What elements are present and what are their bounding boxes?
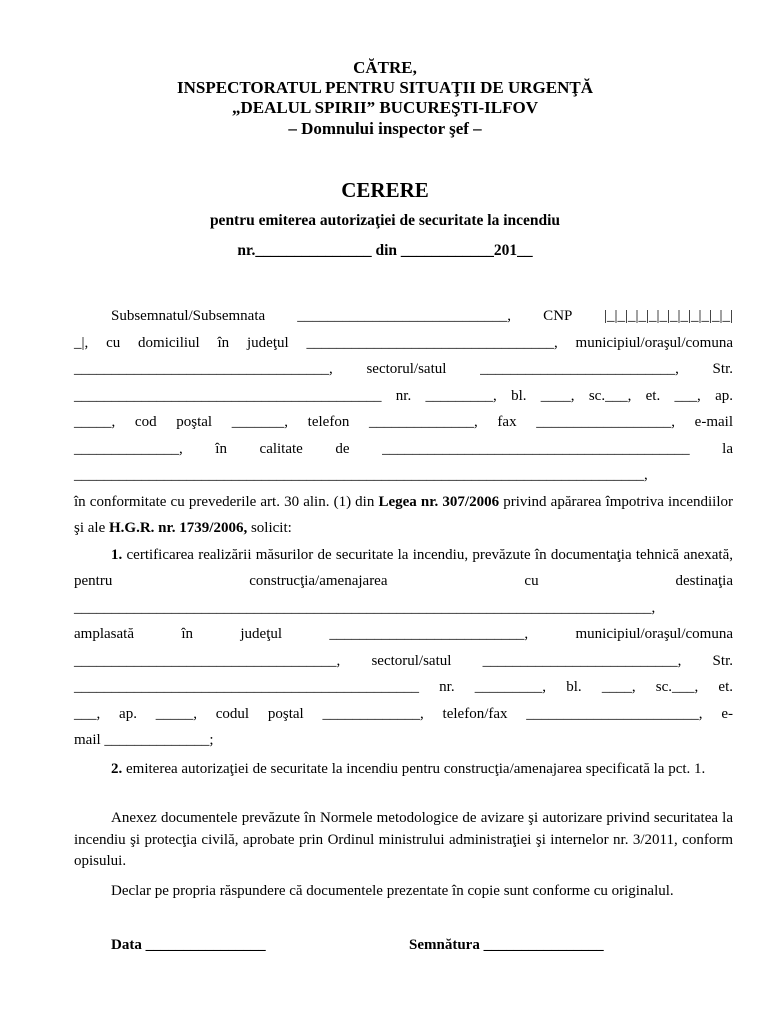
- declaration-paragraph: Declar pe propria răspundere că documentele prezentate în copie sunt conforme cu originalul.: [111, 883, 674, 899]
- annex-paragraph: Anexez documentele prevăzute în Normele metodologice de avizare şi autorizare privind securitatea la incendiu şi protecţia civilă, aprobate prin Ordinul ministrului administraţiei şi internelor nr. 3/2011, conform opisului.: [74, 810, 733, 869]
- item-1-line-7: ___, ap. _____, codul poştal _____________, telefon/fax _______________________, e-: [74, 705, 733, 722]
- item-1-number: 1.: [111, 546, 123, 563]
- item-1-line-5: ___________________________________, sectorul/satul __________________________, Str.: [74, 652, 733, 669]
- item-1-text: certificarea realizării măsurilor de securitate la incendiu, prevăzute în documentaţia tehnică anexată, pentru construcţia/amenajarea cu destinaţia: [74, 546, 733, 589]
- applicant-line-2: _|, cu domiciliul în judeţul _________________________________, municipiul/oraşul/comuna: [74, 334, 733, 351]
- item-2-text: emiterea autorizaţiei de securitate la incendiu pentru construcţia/amenajarea specificată la pct. 1.: [122, 761, 706, 777]
- legal-basis-post: solicit:: [247, 520, 292, 536]
- hgr-reference: H.G.R. nr. 1739/2006,: [109, 520, 248, 536]
- law-reference: Legea nr. 307/2006: [378, 493, 500, 510]
- item-1-line-4: amplasată în judeţul __________________________, municipiul/oraşul/comuna: [74, 626, 733, 642]
- date-field: Data ________________: [111, 937, 266, 953]
- applicant-line-7: ____________________________________________________________________________,: [74, 467, 648, 483]
- applicant-line-3: __________________________________, sectorul/satul __________________________, Str.: [74, 361, 733, 377]
- legal-basis-pre: în conformitate cu prevederile art. 30 alin. (1) din: [74, 493, 379, 510]
- applicant-line-5: _____, cod poştal _______, telefon ______________, fax __________________, e-mail: [74, 414, 733, 430]
- item-2-paragraph: [74, 756, 733, 783]
- item-1-line-8: mail ______________;: [74, 732, 214, 748]
- legal-basis-mid: privind apărarea împotriva incendiilor şi ale: [74, 493, 733, 536]
- applicant-line-4: _________________________________________ nr. _________, bl. ____, sc.___, et. ___, ap.: [74, 387, 733, 404]
- applicant-line-1: Subsemnatul/Subsemnata ____________________________, CNP |_|_|_|_|_|_|_|_|_|_|_|_|: [111, 308, 733, 324]
- item-1-line-6: ______________________________________________ nr. _________, bl. ____, sc.___, et.: [74, 679, 733, 695]
- item-1-line-3: _____________________________________________________________________________,: [74, 599, 656, 616]
- institution-subname: „DEALUL SPIRII” BUCUREŞTI-ILFOV: [231, 98, 539, 117]
- registration-number-line: nr._______________ din ____________201__: [237, 242, 533, 259]
- signature-field: Semnătura ________________: [409, 937, 604, 953]
- item-2-number: 2.: [111, 761, 123, 777]
- document-subtitle: pentru emiterea autorizaţiei de securitate la incendiu: [209, 212, 561, 229]
- document-title: CERERE: [341, 178, 429, 202]
- recipient-line: – Domnului inspector şef –: [288, 119, 482, 138]
- applicant-line-6: ______________, în calitate de _________________________________________ la: [74, 440, 733, 457]
- addressee-line: CĂTRE,: [353, 58, 417, 77]
- institution-name: INSPECTORATUL PENTRU SITUAŢII DE URGENŢĂ: [177, 78, 593, 97]
- legal-basis-paragraph: [74, 489, 733, 542]
- item-1-paragraph: [74, 542, 733, 595]
